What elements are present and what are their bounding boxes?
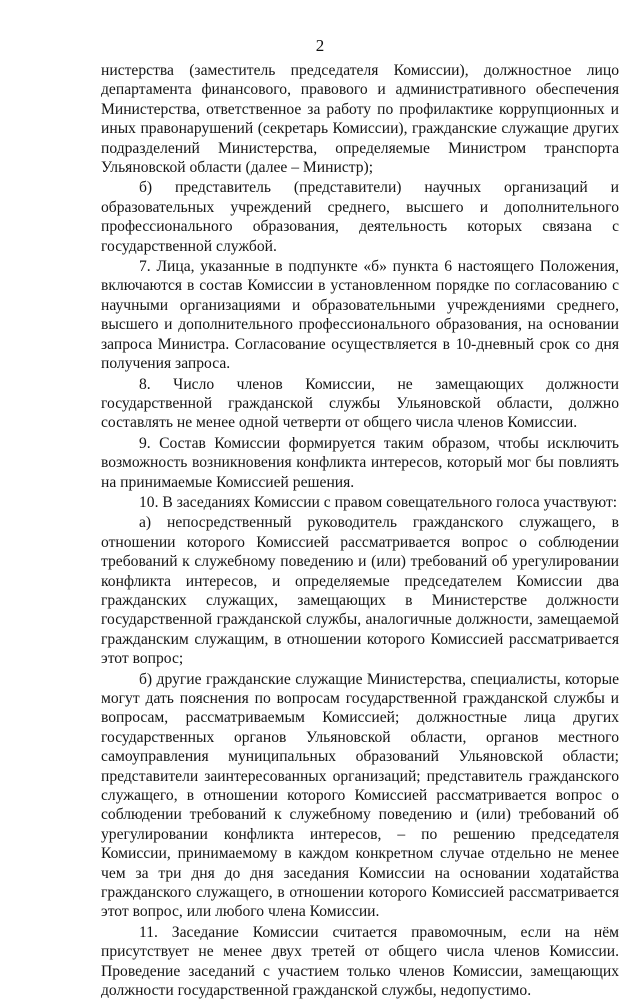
paragraph-10a: а) непосредственный руководитель гражданского служащего, в отношении которого Комиссией рассматривается вопрос о соблюдении требований к служебному поведению и (или) требований об урегулировании конфликта интересов, и определяемые председателем Комиссии два гражданских служащих, замещающих в Министерстве должности государственной гражданской службы, аналогичные должности, замещаемой гражданским служащим, в отношении которого Комиссией рассматривается этот вопрос; (101, 514, 619, 668)
paragraph-11: 11. Заседание Комиссии считается правомочным, если на нём присутствует не менее двух третей от общего числа членов Комиссии. Проведение заседаний с участием только членов Комиссии, замещающих должности государственной гражданской службы, недопустимо. (101, 923, 619, 1000)
page-number: 2 (315, 36, 325, 55)
paragraph-7: 7. Лица, указанные в подпункте «б» пункта 6 настоящего Положения, включаются в состав Комиссии в установленном порядке по согласованию с научными организациями и образовательными учреждениями среднего, высшего и дополнительного профессионального образования, на основании запроса Министра. Согласование осуществляется в 10-дневный срок со дня получения запроса. (101, 258, 619, 373)
document-body (101, 61, 619, 1002)
paragraph-6b: б) представитель (представители) научных организаций и образовательных учреждений среднего, высшего и дополнительного профессионального образования, деятельность которых связана с государственной службой. (101, 179, 619, 255)
paragraph-9: 9. Состав Комиссии формируется таким образом, чтобы исключить возможность возникновения конфликта интересов, который мог бы повлиять на принимаемые Комиссией решения. (101, 434, 619, 491)
paragraph-continuation: нистерства (заместитель председателя Комиссии), должностное лицо департамента финансового, правового и административного обеспечения Министерства, ответственное за работу по профилактике коррупционных и иных правонарушений (секретарь Комиссии), гражданские служащие других подразделений Министерства, определяемые Министром транспорта Ульяновской области (далее – Министр); (101, 62, 619, 177)
paragraph-10: 10. В заседаниях Комиссии с правом совещательного голоса участвуют: (139, 493, 618, 511)
paragraph-8: 8. Число членов Комиссии, не замещающих должности государственной гражданской службы Ульяновской области, должно составлять не менее одной четверти от общего числа членов Комиссии. (101, 375, 619, 432)
paragraph-10b: б) другие гражданские служащие Министерства, специалисты, которые могут дать пояснения по вопросам государственной гражданской службы и вопросам, рассматриваемым Комиссией; должностные лица других государственных органов Ульяновской области, органов местного самоуправления муниципальных образований Ульяновской области; представители заинтересованных организаций; представитель гражданского служащего, в отношении которого Комиссией рассматривается вопрос о соблюдении требований к служебному поведению и (или) требований об урегулировании конфликта интересов, – по решению председателя Комиссии, принимаемому в каждом конкретном случае отдельно не менее чем за три дня до дня заседания Комиссии на основании ходатайства гражданского служащего, в отношении которого Комиссией рассматривается этот вопрос, или любого члена Комиссии. (101, 670, 619, 921)
